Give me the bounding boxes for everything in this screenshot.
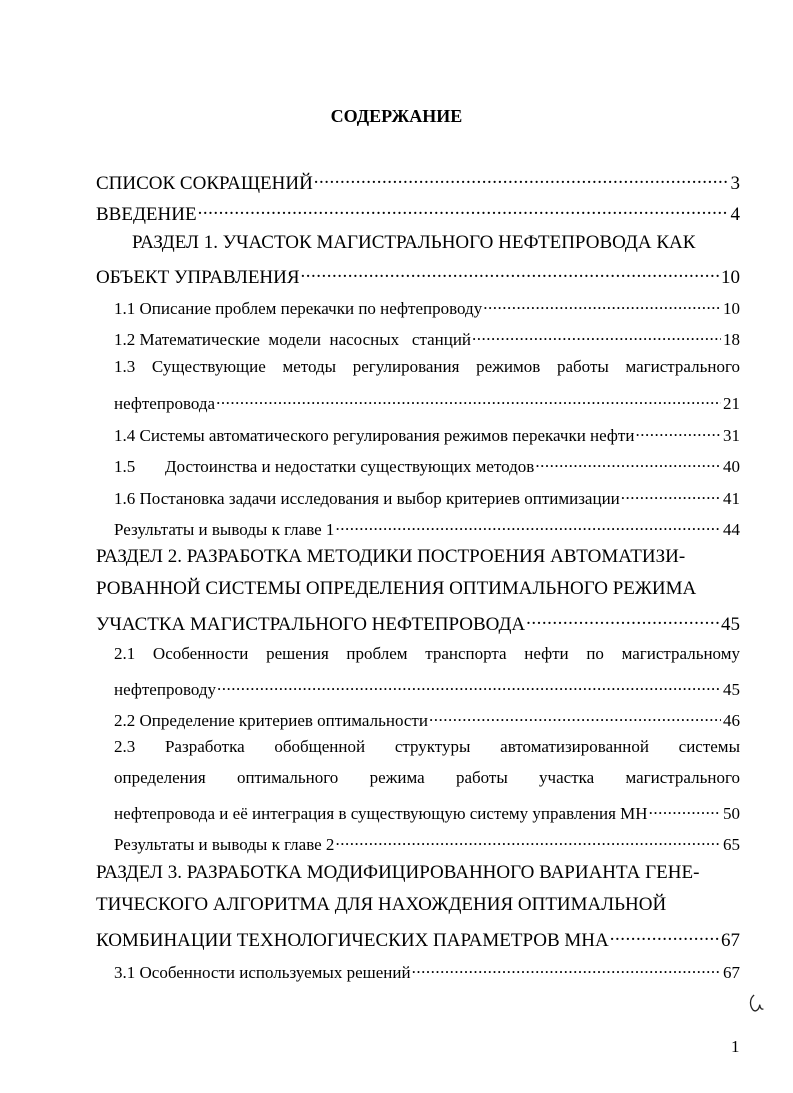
toc-entry-text: 1.2 Математические модели насосных станций <box>114 330 472 349</box>
dot-leader <box>198 200 729 220</box>
toc-entry-text: 1.3 Существующие методы регулирования режимов работы магистрального <box>114 357 740 376</box>
toc-entry-text: 2.2 Определение критериев оптимальности <box>114 711 428 730</box>
toc-page-number: 40 <box>723 457 740 476</box>
toc-entry[interactable] <box>114 294 740 320</box>
toc-entry-text: Результаты и выводы к главе 2 <box>114 835 335 854</box>
toc-entry-line[interactable] <box>96 546 740 572</box>
toc-page-number: 45 <box>721 614 740 635</box>
toc-entry[interactable] <box>114 484 740 510</box>
toc-page-number: 10 <box>723 299 740 318</box>
toc-page-number: 67 <box>723 963 740 982</box>
dot-leader <box>649 799 721 819</box>
toc-entry[interactable] <box>114 706 740 732</box>
dot-leader <box>412 958 721 978</box>
toc-entry-text: СПИСОК СОКРАЩЕНИЙ <box>96 173 313 194</box>
toc-entry[interactable] <box>114 799 740 825</box>
toc-entry-text: 1.4 Системы автоматического регулирования режимов перекачки нефти <box>114 426 635 445</box>
toc-entry[interactable] <box>114 452 740 478</box>
toc-entry-text: нефтепровода <box>114 394 216 413</box>
page-title: СОДЕРЖАНИЕ <box>330 106 463 126</box>
toc-entry[interactable] <box>96 610 740 636</box>
toc-entry-text: Результаты и выводы к главе 1 <box>114 520 335 539</box>
toc-page-number: 4 <box>730 204 740 225</box>
toc-entry[interactable] <box>96 200 740 226</box>
toc-entry-text: нефтепроводу <box>114 680 217 699</box>
dot-leader <box>621 484 721 504</box>
toc-entry[interactable] <box>96 169 740 195</box>
toc-entry[interactable] <box>114 675 740 701</box>
toc-entry[interactable] <box>114 830 740 856</box>
toc-entry-text: 1.5 Достоинства и недостатки существующих методов <box>114 457 535 476</box>
toc-entry-line[interactable] <box>96 862 740 888</box>
toc-entry-text: 2.3 Разработка обобщенной структуры автоматизированной системы <box>114 737 740 756</box>
dot-leader <box>335 515 721 535</box>
dot-leader <box>429 706 721 726</box>
toc-entry-text: РАЗДЕЛ 3. РАЗРАБОТКА МОДИФИЦИРОВАННОГО ВАРИАНТА ГЕНЕ- <box>96 862 700 883</box>
toc-entry-text: определения оптимального режима работы участка магистрального <box>114 768 740 787</box>
toc-entry[interactable] <box>96 263 740 289</box>
toc-entry-line[interactable] <box>96 894 740 920</box>
toc-entry[interactable] <box>114 421 740 447</box>
toc-page-number: 21 <box>723 394 740 413</box>
toc-entry-line[interactable] <box>114 737 740 763</box>
dot-leader <box>526 610 719 630</box>
toc-page-number: 67 <box>721 930 740 951</box>
dot-leader <box>335 830 721 850</box>
toc-entry-line[interactable] <box>114 644 740 670</box>
dot-leader <box>472 325 721 345</box>
toc-entry[interactable] <box>114 515 740 541</box>
toc-page-number: 65 <box>723 835 740 854</box>
toc-entry-line[interactable] <box>114 357 740 383</box>
toc-entry-line[interactable] <box>96 578 740 604</box>
toc-page-number: 10 <box>721 267 740 288</box>
dot-leader <box>635 421 721 441</box>
toc-entry[interactable] <box>114 958 740 984</box>
toc-page-number: 50 <box>723 804 740 823</box>
toc-page-number: 3 <box>730 173 740 194</box>
toc-entry-text: ОБЪЕКТ УПРАВЛЕНИЯ <box>96 267 300 288</box>
dot-leader <box>483 294 721 314</box>
toc-entry-text: нефтепровода и её интеграция в существующую систему управления МН <box>114 804 648 823</box>
toc-page-number: 45 <box>723 680 740 699</box>
toc-entry-text: 1.1 Описание проблем перекачки по нефтепроводу <box>114 299 483 318</box>
dot-leader <box>217 675 721 695</box>
dot-leader <box>216 389 721 409</box>
toc-entry-text: УЧАСТКА МАГИСТРАЛЬНОГО НЕФТЕПРОВОДА <box>96 614 526 635</box>
toc-entry-text: РАЗДЕЛ 2. РАЗРАБОТКА МЕТОДИКИ ПОСТРОЕНИЯ АВТОМАТИЗИ- <box>96 546 686 567</box>
dot-leader <box>314 169 729 189</box>
toc-entry[interactable] <box>114 389 740 415</box>
toc-entry-line[interactable] <box>114 768 740 794</box>
toc-entry-text: РОВАННОЙ СИСТЕМЫ ОПРЕДЕЛЕНИЯ ОПТИМАЛЬНОГО РЕЖИМА <box>96 578 697 599</box>
handwritten-mark-icon <box>744 990 769 1022</box>
page-number: 1 <box>731 1037 740 1056</box>
toc-entry[interactable] <box>96 926 740 952</box>
toc-page-number: 31 <box>723 426 740 445</box>
toc-page-number: 18 <box>723 330 740 349</box>
toc-page-number: 41 <box>723 489 740 508</box>
dot-leader <box>535 452 721 472</box>
toc-entry-line[interactable] <box>132 232 712 258</box>
toc-entry-text: РАЗДЕЛ 1. УЧАСТОК МАГИСТРАЛЬНОГО НЕФТЕПРОВОДА КАК <box>132 232 696 253</box>
dot-leader <box>610 926 719 946</box>
toc-entry-text: КОМБИНАЦИИ ТЕХНОЛОГИЧЕСКИХ ПАРАМЕТРОВ МНА <box>96 930 609 951</box>
dot-leader <box>301 263 719 283</box>
toc-entry-text: 2.1 Особенности решения проблем транспорта нефти по магистральному <box>114 644 740 663</box>
toc-entry[interactable] <box>114 325 740 351</box>
toc-entry-text: 1.6 Постановка задачи исследования и выбор критериев оптимизации <box>114 489 620 508</box>
toc-entry-text: ВВЕДЕНИЕ <box>96 204 197 225</box>
toc-entry-text: 3.1 Особенности используемых решений <box>114 963 411 982</box>
toc-page-number: 44 <box>723 520 740 539</box>
toc-page-number: 46 <box>723 711 740 730</box>
toc-entry-text: ТИЧЕСКОГО АЛГОРИТМА ДЛЯ НАХОЖДЕНИЯ ОПТИМАЛЬНОЙ <box>96 894 667 915</box>
